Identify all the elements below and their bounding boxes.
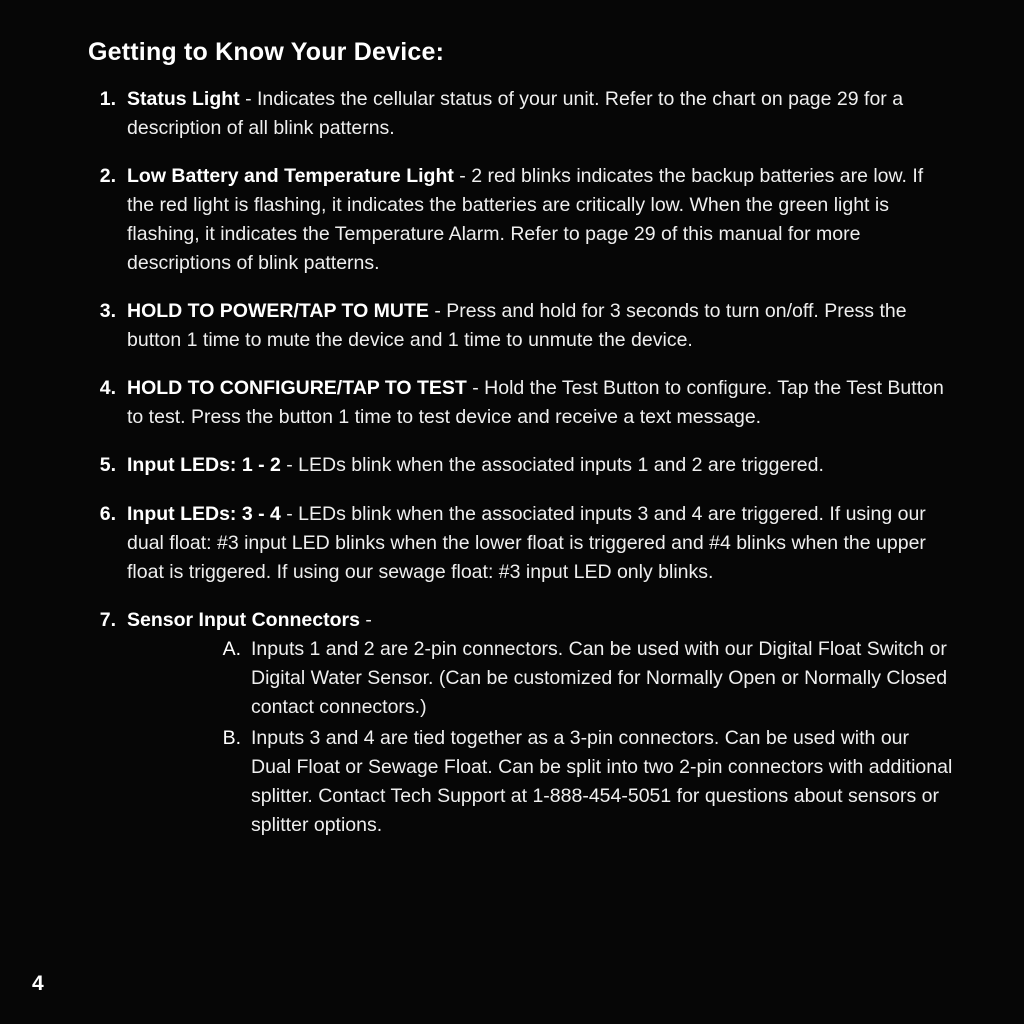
list-item-term: HOLD TO CONFIGURE/TAP TO TEST [127,377,467,400]
sub-list-item-number: A. [222,637,241,660]
list-item [88,85,954,143]
list-item-text: - [359,608,372,631]
list-item-number: 6. [99,502,116,525]
list-item-term: Low Battery and Temperature Light [127,165,454,188]
list-item-text: - 2 red blinks indicates the backup batteries are low. If the red light is flashing, it indicates the batteries are critically low. When the green light is flashing, it indicates the Temperature Alarm. Refer to page 29 of this manual for more descriptions of blink patterns. [127,165,924,275]
page-number: 4 [32,972,44,995]
list-item-term: Input LEDs: 1 - 2 [127,454,281,477]
list-item [88,162,954,278]
list-item-number: 4. [99,377,116,400]
list-item-text: - LEDs blink when the associated inputs 3 and 4 are triggered. If using our dual float: #3 input LED blinks when the lower float is triggered and #4 blinks when the upper float is triggered. If using our sewage float: #3 input LED only blinks. [127,502,926,583]
list-item-number: 1. [99,88,116,110]
page-title: Getting to Know Your Device: [88,38,445,66]
list-item [88,606,954,840]
list-item-text: - Indicates the cellular status of your unit. Refer to the chart on page 29 for a description of all blink patterns. [127,88,904,140]
list-item-number: 7. [99,608,116,631]
list-item-number: 2. [99,165,116,188]
sub-list-item-number: B. [222,726,241,749]
sub-list-item-text: Inputs 1 and 2 are 2-pin connectors. Can be used with our Digital Float Switch or Digital Water Sensor. (Can be customized for Normally Open or Normally Closed contact connectors.) [251,637,948,718]
list-item-number: 5. [99,454,116,477]
list-item-text: - Press and hold for 3 seconds to turn on/off. Press the button 1 time to mute the device and 1 time to unmute the device. [127,300,907,352]
list-item-text: - Hold the Test Button to configure. Tap the Test Button to test. Press the button 1 time to test device and receive a text message. [127,377,944,429]
sub-list-item [219,724,954,840]
list-item-term: Status Light [127,88,240,110]
list-item-text: - LEDs blink when the associated inputs 1 and 2 are triggered. [280,454,824,477]
list-item-term: Sensor Input Connectors [127,608,360,631]
list-item [88,500,954,587]
instruction-list [88,85,954,840]
list-item-number: 3. [99,300,116,323]
list-item-term: Input LEDs: 3 - 4 [127,502,281,525]
list-item [88,297,954,355]
sub-list-item [219,635,954,722]
list-item [88,374,954,432]
list-item-term: HOLD TO POWER/TAP TO MUTE [127,300,429,323]
sub-list-item-text: Inputs 3 and 4 are tied together as a 3-pin connectors. Can be used with our Dual Float or Sewage Float. Can be split into two 2-pin connectors with additional splitter. Contact Tech Support at 1-888-454-5051 for questions about sensors or splitter options. [251,726,953,836]
list-item [88,451,954,480]
sub-list [127,635,954,840]
